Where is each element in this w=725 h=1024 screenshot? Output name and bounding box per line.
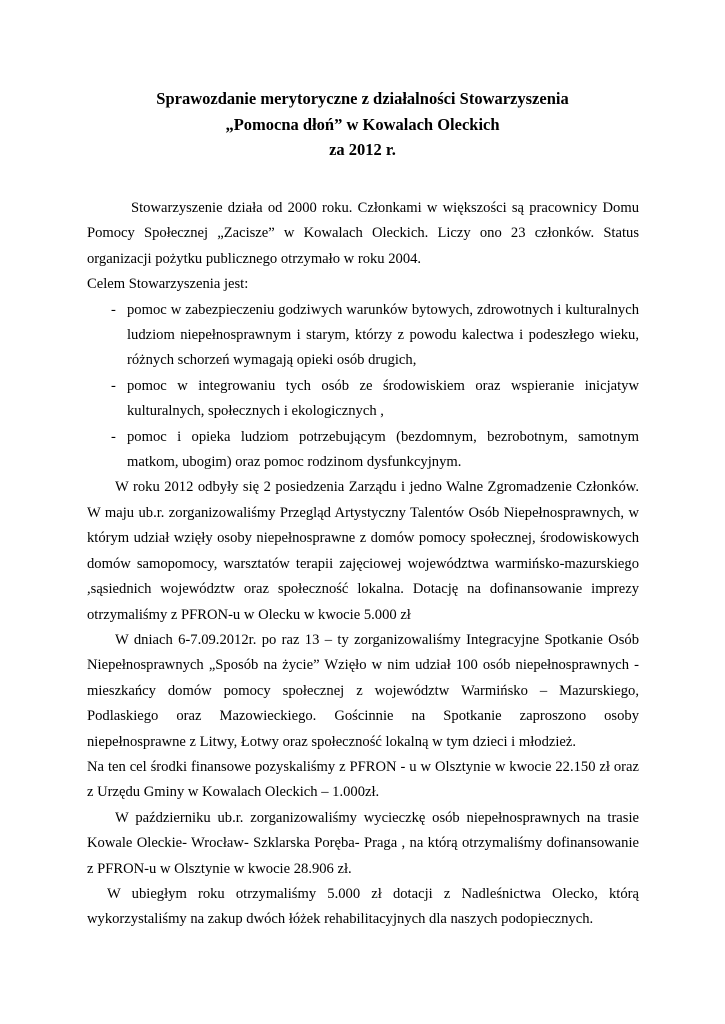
title-line-1: Sprawozdanie merytoryczne z działalności Stowarzyszenia (156, 89, 569, 108)
title-line-2: „Pomocna dłoń” w Kowalach Oleckich (225, 114, 500, 134)
beds-paragraph: W ubiegłym roku otrzymaliśmy 5.000 zł dotacji z Nadleśnictwa Olecko, którą wykorzystaliśmy na zakup dwóch łóżek rehabilitacyjnych dla naszych podopiecznych. (87, 885, 639, 928)
list-dash: - (111, 428, 116, 445)
title-line-3: za 2012 r. (329, 140, 396, 159)
intro-paragraph: Stowarzyszenie działa od 2000 roku. Członkami w większości są pracownicy Domu Pomocy Społecznej „Zacisze” w Kowalach Oleckich. Liczy ono 23 członków. Status organizacji pożytku publicznego otrzymało w roku 2004. (87, 200, 639, 267)
trip-paragraph: W październiku ub.r. zorganizowaliśmy wycieczkę osób niepełnosprawnych na trasie Kowale Oleckie- Wrocław- Szklarska Poręba- Praga , na którą otrzymaliśmy dofinansowanie z PFRON-u w Olsztynie w kwocie 28.906 zł. (87, 809, 639, 877)
list-item-text: pomoc i opieka ludziom potrzebującym (bezdomnym, bezrobotnym, samotnym matkom, ubogim) oraz pomoc rodzinom dysfunkcyjnym. (127, 428, 639, 471)
list-item-text: pomoc w zabezpieczeniu godziwych warunków bytowych, zdrowotnych i kulturalnych ludziom niepełnosprawnym i starym, którzy z powodu kalectwa i podeszłego wieku, różnych schorzeń wymagają opieki osób drugich, (127, 301, 639, 369)
list-dash: - (111, 377, 116, 394)
goals-heading: Celem Stowarzyszenia jest: (87, 276, 249, 293)
goals-list (87, 298, 639, 476)
funding-paragraph: Na ten cel środki finansowe pozyskaliśmy z PFRON - u w Olsztynie w kwocie 22.150 zł oraz z Urzędu Gminy w Kowalach Oleckich – 1.000zł. (87, 758, 639, 801)
list-item-text: pomoc w integrowaniu tych osób ze środowiskiem oraz wspieranie inicjatyw kulturalnych, społecznych i ekologicznych , (127, 377, 639, 420)
meetings-paragraph: W roku 2012 odbyły się 2 posiedzenia Zarządu i jedno Walne Zgromadzenie Członków. W maju ub.r. zorganizowaliśmy Przegląd Artystyczny Talentów Osób Niepełnosprawnych, w którym udział wzięły osoby niepełnosprawne z domów pomocy społecznej, środowiskowych domów samopomocy, warsztatów terapii zajęciowej województwa warmińsko-mazurskiego ,sąsiednich województw oraz społeczność lokalna. Dotację na dofinansowanie imprezy otrzymaliśmy z PFRON-u w Olecku w kwocie 5.000 zł (87, 479, 639, 623)
list-item (87, 425, 639, 476)
september-meeting-paragraph: W dniach 6-7.09.2012r. po raz 13 – ty zorganizowaliśmy Integracyjne Spotkanie Osób Niepełnosprawnych „Sposób na życie” Wzięło w nim udział 100 osób niepełnosprawnych - mieszkańcy domów pomocy społecznej z województw Warmińsko – Mazurskiego, Podlaskiego oraz Mazowieckiego. Gościnnie na Spotkanie zaproszono osoby niepełnosprawne z Litwy, Łotwy oraz społeczność lokalną w tym dzieci i młodzież. (87, 631, 639, 750)
list-item (87, 374, 639, 425)
list-item (87, 298, 639, 374)
document-title (0, 86, 725, 163)
document-body (87, 196, 639, 933)
list-dash: - (111, 301, 116, 318)
